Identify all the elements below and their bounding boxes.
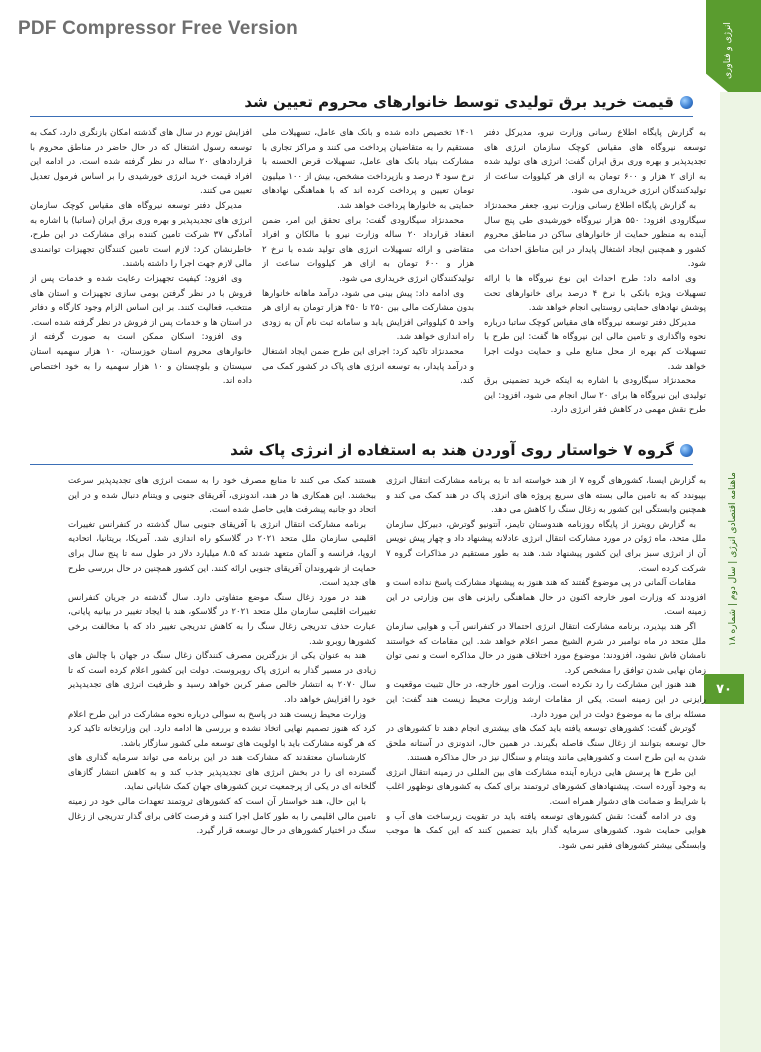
article-2-column-1: [386, 474, 706, 986]
paragraph: وزارت محیط زیست هند در پاسخ به سوالی درباره نحوه مشارکت در این طرح اعلام کرد که هنوز تصمیم نهایی اتخاذ نشده و بررسی ها ادامه دارد. این وزارتخانه تاکید کرد که هر گونه مشارکت باید با اولویت های توسعه ملی کشور سازگار باشد.: [68, 709, 376, 749]
paragraph: مدیرکل دفتر توسعه نیروگاه های مقیاس کوچک ساتبا درباره نحوه واگذاری و تامین مالی این نیروگاه ها گفت: این طرح با تسهیلات کم بهره از محل منابع ملی و حمایت دولت اجرا خواهد شد.: [484, 317, 706, 372]
article-1-column-2: [262, 126, 474, 450]
paragraph: وی ادامه داد: پیش بینی می شود، درآمد ماهانه خانوارها بدون مشارکت مالی بین ۲۵۰ تا ۴۵۰ هزار تومان به ازای هر واحد ۵ کیلوواتی افزایش یابد و سامانه ثبت نام آن به زودی راه اندازی خواهد شد.: [262, 288, 474, 343]
paragraph: هند در مورد زغال سنگ موضع متفاوتی دارد. سال گذشته در جریان کنفرانس تغییرات اقلیمی سازمان ملل متحد ۲۰۲۱ در گلاسکو، هند با ایجاد تغییر در بیانیه پایانی، عبارت حذف تدریجی زغال سنگ را به کاهش تدریجی تغییر داد که با مخالفت برخی کشورها روبرو شد.: [68, 592, 376, 647]
article-2-column-2: [68, 474, 376, 986]
paragraph: این طرح ها پرسش هایی درباره آینده مشارکت های بین المللی در زمینه انتقال انرژی به وجود آورده است. پیشنهادهای کشورهای ثروتمند برای کمک به کشورهای نوظهور اغلب با شرایط و ضمانت های دشوار همراه است.: [386, 767, 706, 808]
paragraph: محمدنژاد سیگارودی با اشاره به اینکه خرید تضمینی برق تولیدی این نیروگاه ها برای ۲۰ سال انجام می شود، افزود: این طرح نقش مهمی در کاهش فقر انرژی دارد.: [484, 376, 706, 416]
paragraph: محمدنژاد تاکید کرد: اجرای این طرح ضمن ایجاد اشتغال و درآمد پایدار، به توسعه انرژی های پاک در کشور کمک می کند.: [262, 346, 474, 387]
paragraph: وی در ادامه گفت: نقش کشورهای توسعه یافته باید در تقویت زیرساخت های آب و هوایی حمایت شود. کشورهای سرمایه گذار باید تضمین کنند که این کمک ها موجب وابستگی بیشتر کشورهای فقیر نمی شود.: [386, 811, 706, 851]
paragraph: محمدنژاد سیگارودی گفت: برای تحقق این امر، ضمن انعقاد قرارداد ۲۰ ساله وزارت نیرو با مالکان و افراد متقاضی و ارائه تسهیلات انرژی های تولید شده با نرخ ۲ هزار و ۶۰۰ تومان به ازای هر کیلووات ساعت از تولیدکنندگان انرژی خریداری می شود.: [262, 215, 474, 284]
paragraph: کارشناسان معتقدند که مشارکت هند در این برنامه می تواند سرمایه گذاری های گسترده ای را در بخش انرژی های تجدیدپذیر جذب کند و به کاهش انتشار گازهای گلخانه ای در یکی از پرجمعیت ترین کشورهای جهان کمک شایانی نماید.: [68, 753, 376, 793]
article-1-column-3: [30, 126, 252, 450]
paragraph: به گزارش پایگاه اطلاع رسانی وزارت نیرو، مدیرکل دفتر توسعه نیروگاه های مقیاس کوچک سازمان انرژی های تجدیدپذیر و بهره وری برق ایران گفت: انرژی های تولید شده به ازای ۲ هزار و ۶۰۰ تومان به ازای هر کیلووات ساعت از تولیدکنندگان انرژی خریداری می شود.: [484, 128, 706, 197]
article-1-heading: [244, 93, 693, 111]
paragraph: افزایش تورم در سال های گذشته امکان بازنگری دارد، کمک به توسعه رسول اشتغال که در حال حاضر در مناطق محروم با قراردادهای ۲۰ ساله در نظر گرفته شده است. در ادامه این افراد قیمت خرید انرژی خورشیدی را بر اساس فرمول تعدیل تعیین می کنند.: [30, 128, 252, 197]
bullet-icon: [680, 444, 693, 457]
paragraph: ۱۴۰۱ تخصیص داده شده و بانک های عامل، تسهیلات ملی مستقیم را به متقاضیان پرداخت می کنند و مراکز تجاری با مشارکت بنیاد بانک های عامل، تسهیلات قرض الحسنه با نرخ سود ۴ درصد و بازپرداخت مشخص، بیش از ۱۰۰ میلیون تومان تعیین و پرداخت کرده اند که با هماهنگی نهادهای حمایتی به خانوارها پرداخت خواهد شد.: [262, 128, 474, 211]
paragraph: مقامات آلمانی در پی موضوع گفتند که هند هنوز به پیشنهاد مشارکت پاسخ نداده است و افزودند که وزارت امور خارجه اکنون در حال هماهنگی رایزنی های بین وزارتی در این زمینه است.: [386, 578, 706, 618]
paragraph: هند به عنوان یکی از بزرگترین مصرف کنندگان زغال سنگ در جهان با چالش های زیادی در مسیر گذار به انرژی پاک روبروست. دولت این کشور اعلام کرده است که تا سال ۲۰۷۰ به انتشار خالص صفر کربن خواهد رسید و ظرفیت انرژی های تجدیدپذیر خود را افزایش خواهد داد.: [68, 651, 376, 705]
paragraph: به گزارش رویترز از پایگاه روزنامه هندوستان تایمز، آنتونیو گوترش، دبیرکل سازمان ملل متحد، ماه ژوئن در مورد مشارکت انتقال انرژی عادلانه پیشنهاد داد و چهار پیش نویس آن از انرژی سبز برای این کشور پیشنهاد شد. هند به طور مستقیم در مذاکرات گروه ۷ شرکت کرده است.: [386, 519, 706, 574]
article-1-divider: [30, 116, 693, 117]
article-1-column-1: [484, 126, 706, 450]
paragraph: اگر هند بپذیرد، برنامه مشارکت انتقال انرژی احتمالا در کنفرانس آب و هوایی سازمان ملل متحد در ماه نوامبر در شرم الشیخ مصر اعلام خواهد شد. این مقامات که خواستند نامشان فاش نشود، افزودند: موضوع مورد اختلاف هنوز در حال مذاکره است و نمی توان زمان نهایی شدن توافق را مشخص کرد.: [386, 621, 706, 676]
paragraph: وی افزود: کیفیت تجهیزات رعایت شده و خدمات پس از فروش با در نظر گرفتن بومی سازی تجهیزات و استان های منتخب، فعالیت کنند. بر این اساس الزام وجود کارگاه و دفاتر در استان ها و خدمات پس از فروش در نظر گرفته شده است.: [30, 273, 252, 328]
article-2-title: گروه ۷ خواستار روی آوردن هند به استفاده از انرژی پاک شد: [230, 441, 674, 459]
paragraph: به گزارش ایسنا، کشورهای گروه ۷ از هند خواسته اند تا به برنامه مشارکت انتقال انرژی بپیوندد که به تامین مالی بسته های سریع پروژه های انرژی پاک در هند کمک می کند و همچنین وابستگی این کشور به زغال سنگ را کاهش می دهد.: [386, 476, 706, 516]
article-2-divider: [30, 464, 693, 465]
page-number: ۷۰: [704, 674, 744, 704]
paragraph: گوترش گفت: کشورهای توسعه یافته باید کمک های بیشتری انجام دهند تا کشورهای در حال توسعه بتوانند از زغال سنگ فاصله بگیرند. در همین حال، اندونزی در آستانه ملحق شدن به این طرح است و کشورهایی مانند ویتنام و سنگال نیز در حال مذاکره هستند.: [386, 724, 706, 764]
paragraph: هستند کمک می کنند تا منابع مصرف خود را به سمت انرژی های تجدیدپذیر سرعت ببخشند. این همکاری ها در هند، اندونزی، آفریقای جنوبی و ویتنام دنبال شده و در این اتحاد دو جانبه پیشرفت هایی حاصل شده است.: [68, 476, 376, 516]
paragraph: وی ادامه داد: طرح احداث این نوع نیروگاه ها با ارائه تسهیلات ویژه بانکی با نرخ ۴ درصد برای خانوارهای تحت پوشش نهادهای حمایتی روستایی انجام خواهد شد.: [484, 273, 706, 314]
issue-info: ماهنامه اقتصادی انرژی | سال دوم | شماره ۱۸: [728, 472, 738, 646]
article-2-heading: [230, 441, 693, 459]
paragraph: وی افزود: اسکان ممکن است به صورت گرفته از خانوارهای محروم استان خوزستان، ۱۰ هزار سهمیه استان سیستان و بلوچستان و ۱۰ هزار سهمیه را به خود اختصاص داده اند.: [30, 332, 252, 387]
paragraph: به گزارش پایگاه اطلاع رسانی وزارت نیرو، جعفر محمدنژاد سیگارودی افزود: ۵۵۰ هزار نیروگاه خورشیدی طی پنج سال آینده به منظور حمایت از خانوارهای ساکن در مناطق محروم کشور و همچنین ایجاد اشتغال پایدار در این مناطق احداث می شود.: [484, 200, 706, 270]
paragraph: برنامه مشارکت انتقال انرژی با آفریقای جنوبی سال گذشته در کنفرانس تغییرات اقلیمی سازمان ملل متحد ۲۰۲۱ در گلاسکو راه اندازی شد. آمریکا، بریتانیا، اتحادیه اروپا، فرانسه و آلمان متعهد شدند که ۸.۵ میلیارد دلار در طول سه تا پنج سال برای حمایت از شهروندان آفریقای جنوبی ارائه کنند. این کشور همچنین در حال بررسی طرح های جدید است.: [68, 519, 376, 589]
bullet-icon: [680, 96, 693, 109]
paragraph: مدیرکل دفتر توسعه نیروگاه های مقیاس کوچک سازمان انرژی های تجدیدپذیر و بهره وری برق ایران (ساتبا) با اشاره به آمادگی ۳۷ شرکت تامین کننده برای مشارکت در این طرح، خاطرنشان کرد: لازم است تامین کنندگان تجهیزات توانمندی مالی لازم جهت اجرا را داشته باشند.: [30, 200, 252, 270]
section-tab-label: انرژی و فناوری: [723, 22, 733, 80]
paragraph: با این حال، هند خواستار آن است که کشورهای ثروتمند تعهدات مالی خود در زمینه تامین مالی اقلیمی را به طور کامل اجرا کنند و فرصت کافی برای گذار تدریجی از زغال سنگ در اختیار کشورهای در حال توسعه قرار گیرد.: [68, 797, 376, 837]
article-1-title: قیمت خرید برق تولیدی توسط خانوارهای محروم تعیین شد: [244, 93, 674, 111]
paragraph: هند هنوز این مشارکت را رد نکرده است. وزارت امور خارجه، در حال تثبیت موقعیت و رایزنی در این زمینه است. یکی از مقامات ارشد وزارت محیط زیست هند گفت: این مسئله برای ما به موضوع دولت در این مورد دارد.: [386, 680, 706, 720]
watermark: PDF Compressor Free Version: [18, 18, 298, 39]
